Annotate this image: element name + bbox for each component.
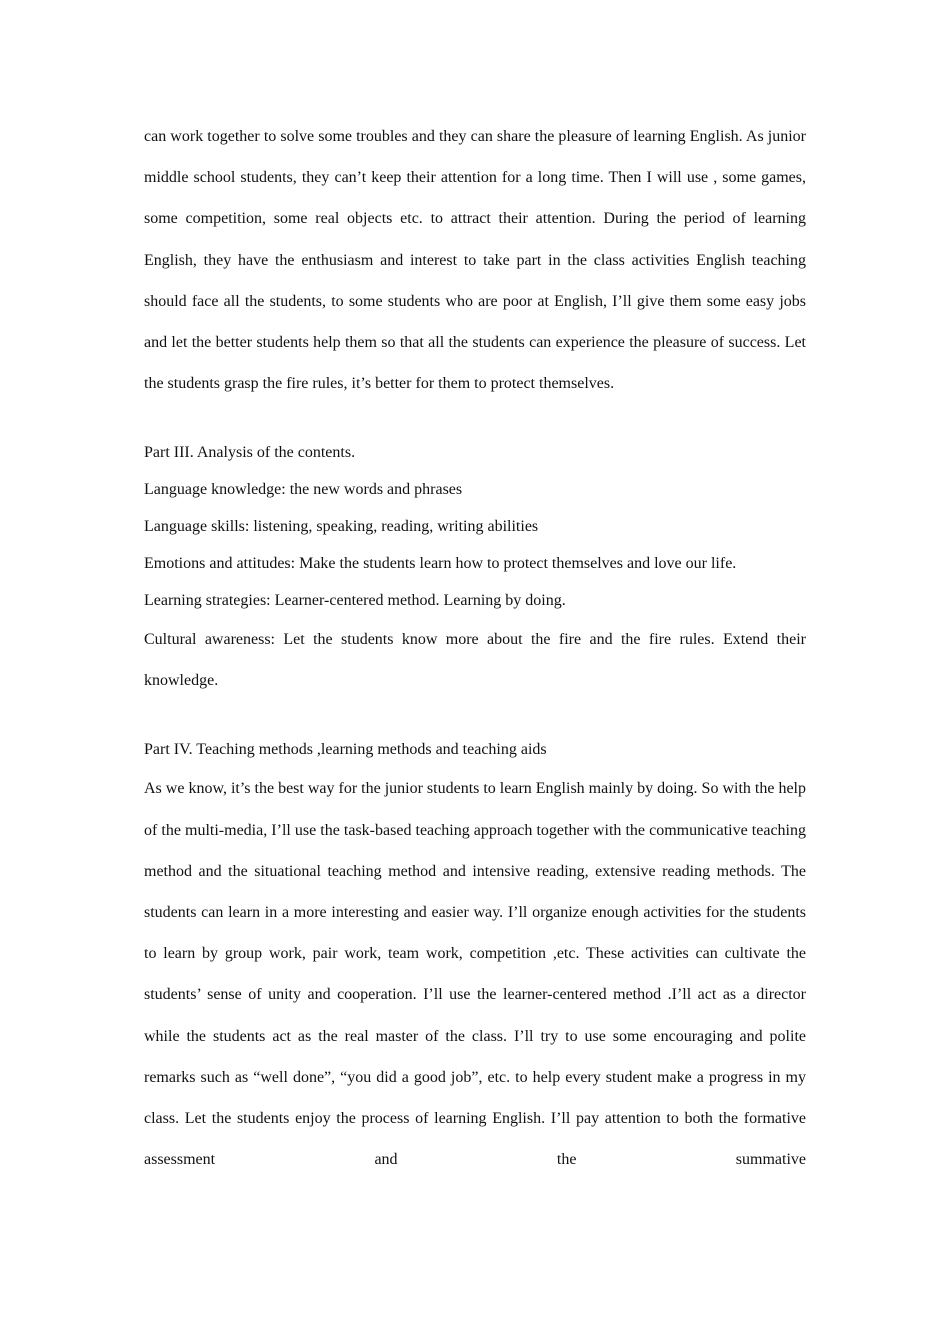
paragraph-spacer xyxy=(144,404,806,434)
learning-strategies-line: Learning strategies: Learner-centered method. Learning by doing. xyxy=(144,592,566,610)
body-paragraph: As we know, it’s the best way for the junior students to learn English mainly by doing. So with the help of the multi-media, I’ll use the task-based teaching approach together with the communicative teaching method and the situational teaching method and intensive reading, extensive reading methods. The students can learn in a more interesting and easier way. I’ll organize enough activities for the students to learn by group work, pair work, team work, competition ,etc. These activities can cultivate the students’ sense of unity and cooperation. I’ll use the learner-centered method .I’ll act as a director while the students act as the real master of the class. I’ll try to use some encouraging and polite remarks such as “well done”, “you did a good job”, etc. to help every student make a progress in my class. Let the students enjoy the process of learning English. I’ll pay attention to both the formative assessment and the summative xyxy=(144,780,806,1169)
document-body xyxy=(144,116,806,1180)
language-knowledge-line: Language knowledge: the new words and phrases xyxy=(144,481,463,499)
section-heading-part-4: Part IV. Teaching methods ,learning methods and teaching aids xyxy=(144,741,547,759)
section-heading-part-3: Part III. Analysis of the contents. xyxy=(144,444,356,462)
language-skills-line: Language skills: listening, speaking, reading, writing abilities xyxy=(144,518,539,536)
emotions-attitudes-line: Emotions and attitudes: Make the students learn how to protect themselves and love our life. xyxy=(144,555,737,573)
body-paragraph: can work together to solve some troubles and they can share the pleasure of learning English. As junior middle school students, they can’t keep their attention for a long time. Then I will use , some games, some competition, some real objects etc. to attract their attention. During the period of learning English, they have the enthusiasm and interest to take part in the class activities English teaching should face all the students, to some students who are poor at English, I’ll give them some easy jobs and let the better students help them so that all the students can experience the pleasure of success. Let the students grasp the fire rules, it’s better for them to protect themselves. xyxy=(144,128,806,393)
cultural-awareness-line: Cultural awareness: Let the students know more about the fire and the fire rules. Extend their knowledge. xyxy=(144,631,806,690)
paragraph-spacer xyxy=(144,701,806,731)
